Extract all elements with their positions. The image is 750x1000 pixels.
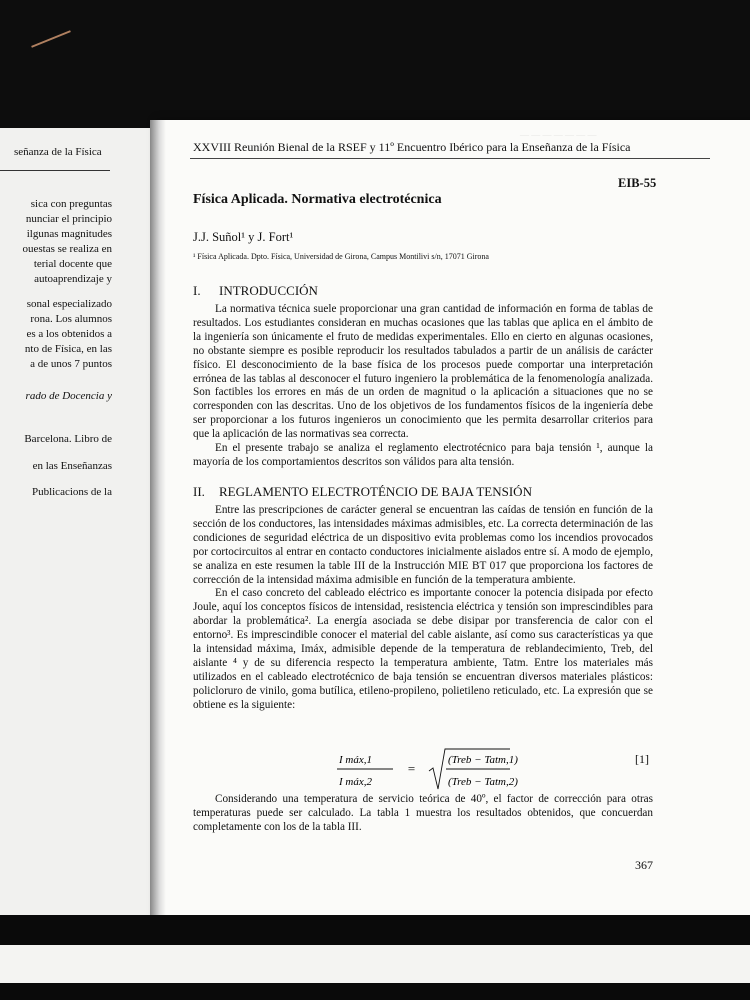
paragraph: La normativa técnica suele proporcionar una gran cantidad de información en forma de tablas de resultados. Los estudiantes consideran en muchas ocasiones que las tablas que aplica en el ámbito de la ingeniería son únicamente el fruto de medidas experimentales. Ello en cierto en algunas ocasiones, no obstante siempre es posible reproducir los resultados tabulados a partir de un análisis de carácter físico. El desconocimiento de la base física de los procesos puede comportar una interpretación errónea de las tablas al desconocer el futuro ingeniero la problemática de la fenomenología analizada. Son factibles los errores en más de un orden de magnitud o la aplicación a situaciones que no se corresponden con las descritas. Uno de los objetivos de los fundamentos físicos de la ingeniería debe ser proporcionar a los futuros ingenieros un conocimiento que les permita desarrollar criterios para que la aplicación de las normativas sea correcta. (193, 303, 653, 441)
equation-1 (335, 747, 665, 797)
author-affiliation: ¹ Física Aplicada. Dpto. Física, Universidad de Girona, Campus Montilivi s/n, 17071 Girona (193, 252, 489, 261)
left-page-line: autoaprendizaje y (34, 273, 112, 285)
article-title: Física Aplicada. Normativa electrotécnica (193, 192, 442, 207)
article-code: EIB-55 (618, 176, 657, 190)
equation-lhs-denominator: I máx,2 (339, 776, 372, 788)
book-gutter-shadow (150, 120, 166, 920)
left-page-line: rado de Docencia y (25, 390, 112, 402)
left-facing-page (0, 128, 160, 918)
left-page-line: sica con preguntas (30, 198, 112, 210)
left-page-line: sonal especializado (26, 298, 112, 310)
left-page-line: es a los obtenidos a (26, 328, 112, 340)
equation-rhs-numerator: (Treb − Tatm,1) (448, 754, 518, 766)
scan-bottom-strip (0, 945, 750, 983)
section-number: II. (193, 484, 205, 499)
running-header: XXVIII Reunión Bienal de la RSEF y 11º Encuentro Ibérico para la Enseñanza de la Física (193, 140, 631, 154)
left-page-line: Publicacions de la (31, 486, 112, 498)
left-page-line: terial docente que (33, 258, 112, 270)
equation-rhs-denominator: (Treb − Tatm,2) (448, 776, 518, 788)
left-page-line: nto de Física, en las (24, 343, 112, 355)
introduction-body (193, 303, 653, 470)
left-page-line: a de unos 7 puntos (30, 358, 112, 370)
equation-label: [1] (635, 752, 649, 766)
page-number: 367 (635, 858, 653, 872)
left-page-line: ilgunas magnitudes (26, 228, 112, 240)
left-page-line: en las Enseñanzas (32, 460, 112, 472)
regulation-body (193, 504, 653, 713)
paragraph: Entre las prescripciones de carácter general se encuentran las caídas de tensión en función de la sección de los conductores, las intensidades máximas admisibles, etc. La correcta determinación de las condiciones de seguridad eléctrica de un dispositivo evita problemas como los incendios provocados por cortocircuitos al entrar en contacto conductores inicialmente aislados entre sí. A modo de ejemplo, se analiza en este resumen la table III de la Instrucción MIE BT 017 que proporciona los factores de corrección de la intensidad máxima admisible en función de la temperatura ambiente. (193, 504, 653, 586)
section-heading-regulation (193, 484, 532, 500)
section-title: INTRODUCCIÓN (219, 283, 318, 298)
left-page-line: ouestas se realiza en (22, 243, 112, 255)
section-heading-introduction (193, 283, 318, 299)
closing-body (193, 793, 653, 835)
paragraph: En el presente trabajo se analiza el reglamento electrotécnico para baja tensión ¹, aunque la mayoría de los comportamientos descritos son válidos para alta tensión. (193, 442, 653, 468)
left-page-header-rule (0, 170, 110, 171)
article-authors: J.J. Suñol¹ y J. Fort¹ (193, 230, 294, 244)
section-title: REGLAMENTO ELECTROTÉNCIO DE BAJA TENSIÓN (219, 484, 532, 499)
paragraph: En el caso concreto del cableado eléctrico es importante conocer la potencia disipada por efecto Joule, aquí los conceptos físicos de intensidad, resistencia eléctrica y tensión son imprescindibles para abordar la problemática². La energía asociada se debe disipar por transferencia de calor con el entorno³. Es imprescindible conocer el material del cable aislante, así como sus características ya que la intensidad máxima, Imáx, admisible depende de la temperatura de reblandecimiento, Treb, del aislante ⁴ y de su diferencia respecto la temperatura ambiente, Tatm. Entre los materiales más utilizados en el cableado electrotécnico de baja tensión se encuentran diversos materiales plásticos: policloruro de vinilo, goma butílica, etileno-propileno, polietileno reticulado, etc. La expresión que se obtiene es la siguiente: (193, 587, 653, 711)
header-rule (190, 158, 710, 159)
main-page: — — — — — — — XXVIII Reunión Bienal de la RSEF y 11º Encuentro Ibérico para la Enseñanza de la Física EIB-55 Física Aplicada. Normativa electrotécnica J.J. Suñol¹ y J. Fort¹ ¹ Física Aplicada. Dpto. Física, Universidad de Girona, Campus Montilivi s/n, 17071 Girona I. INTRODUCCIÓN La normativa técnica suele proporcionar una gran cantidad de información en forma de tablas de resultados. Los estudiantes consideran en muchas ocasiones que las tablas que aplica en el ámbito de la ingeniería son únicamente el fruto de medidas experimentales. Ello en cierto en algunas ocasiones, no obstante siempre es posible reproducir los resultados tabulados a partir de un análisis de carácter físico. El desconocimiento de la base física de los procesos puede comportar una interpretación errónea de las tablas al desconocer el futuro ingeniero la problemática de la fenomenología analizada. Son factibles los errores en más de un orden de magnitud o la aplicación a situaciones que no se corresponden con las descritas. Uno de los objetivos de los fundamentos físicos de la ingeniería debe ser proporcionar a los futuros ingenieros un conocimiento que les permita desarrollar criterios para que la aplicación de las normativas sea correcta. En el presente trabajo se analiza el reglamento electrotécnico para baja tensión ¹, aunque la mayoría de los comportamientos descritos son válidos para alta tensión. II. REGLAMENTO ELECTROTÉNCIO DE BAJA TENSIÓN Entre las prescripciones de carácter general se encuentran las caídas de tensión en función de la sección de los conductores, las intensidades máximas admisibles, etc. La correcta determinación de las condiciones de seguridad eléctrica de un dispositivo evita problemas como los incendios provocados por cortocircuitos al entrar en contacto conductores inicialmente aislados entre sí. A modo de ejemplo, se analiza en este resumen la table III de la Instrucción MIE BT 017 que proporciona los factores de corrección de la intensidad máxima admisible en función de la temperatura ambiente. En el caso concreto del cableado eléctrico es importante conocer la potencia disipada por efecto Joule, aquí los conceptos físicos de intensidad, resistencia eléctrica y tensión son imprescindibles para abordar la problemática². La energía asociada se debe disipar por transferencia de calor con el entorno³. Es imprescindible conocer el material del cable aislante, así como sus características ya que la intensidad máxima, Imáx, admisible depende de la temperatura de reblandecimiento, Treb, del aislante ⁴ y de su diferencia respecto la temperatura ambiente, Tatm. Entre los materiales más utilizados en el cableado electrotécnico de baja tensión se encuentran diversos materiales plásticos: policloruro de vinilo, goma butílica, etileno-propileno, polietileno reticulado, etc. La expresión que se obtiene es la siguiente: I máx,1 I máx,2 = (Treb − Tatm,1) (Treb − Tatm,2) [1] Considerando una temperatura de servicio teórica de 40º, el factor de corrección para otras temperaturas puede ser calculado. La tabla 1 muestra los resultados obtenidos, que concuerdan completamente con los de la tabla III. 367 (160, 120, 750, 920)
left-page-line: rona. Los alumnos (30, 313, 112, 325)
paragraph: Considerando una temperatura de servicio teórica de 40º, el factor de corrección para otras temperaturas puede ser calculado. La tabla 1 muestra los resultados obtenidos, que concuerdan completamente con los de la tabla III. (193, 793, 653, 833)
left-page-line: Barcelona. Libro de (24, 433, 112, 445)
scan-border-top (0, 0, 750, 140)
equation-lhs-numerator: I máx,1 (339, 754, 372, 766)
left-page-header: señanza de la Física (14, 146, 102, 158)
equation-equals-sign: = (407, 761, 416, 776)
left-page-line: nunciar el principio (25, 213, 112, 225)
section-number: I. (193, 283, 201, 298)
